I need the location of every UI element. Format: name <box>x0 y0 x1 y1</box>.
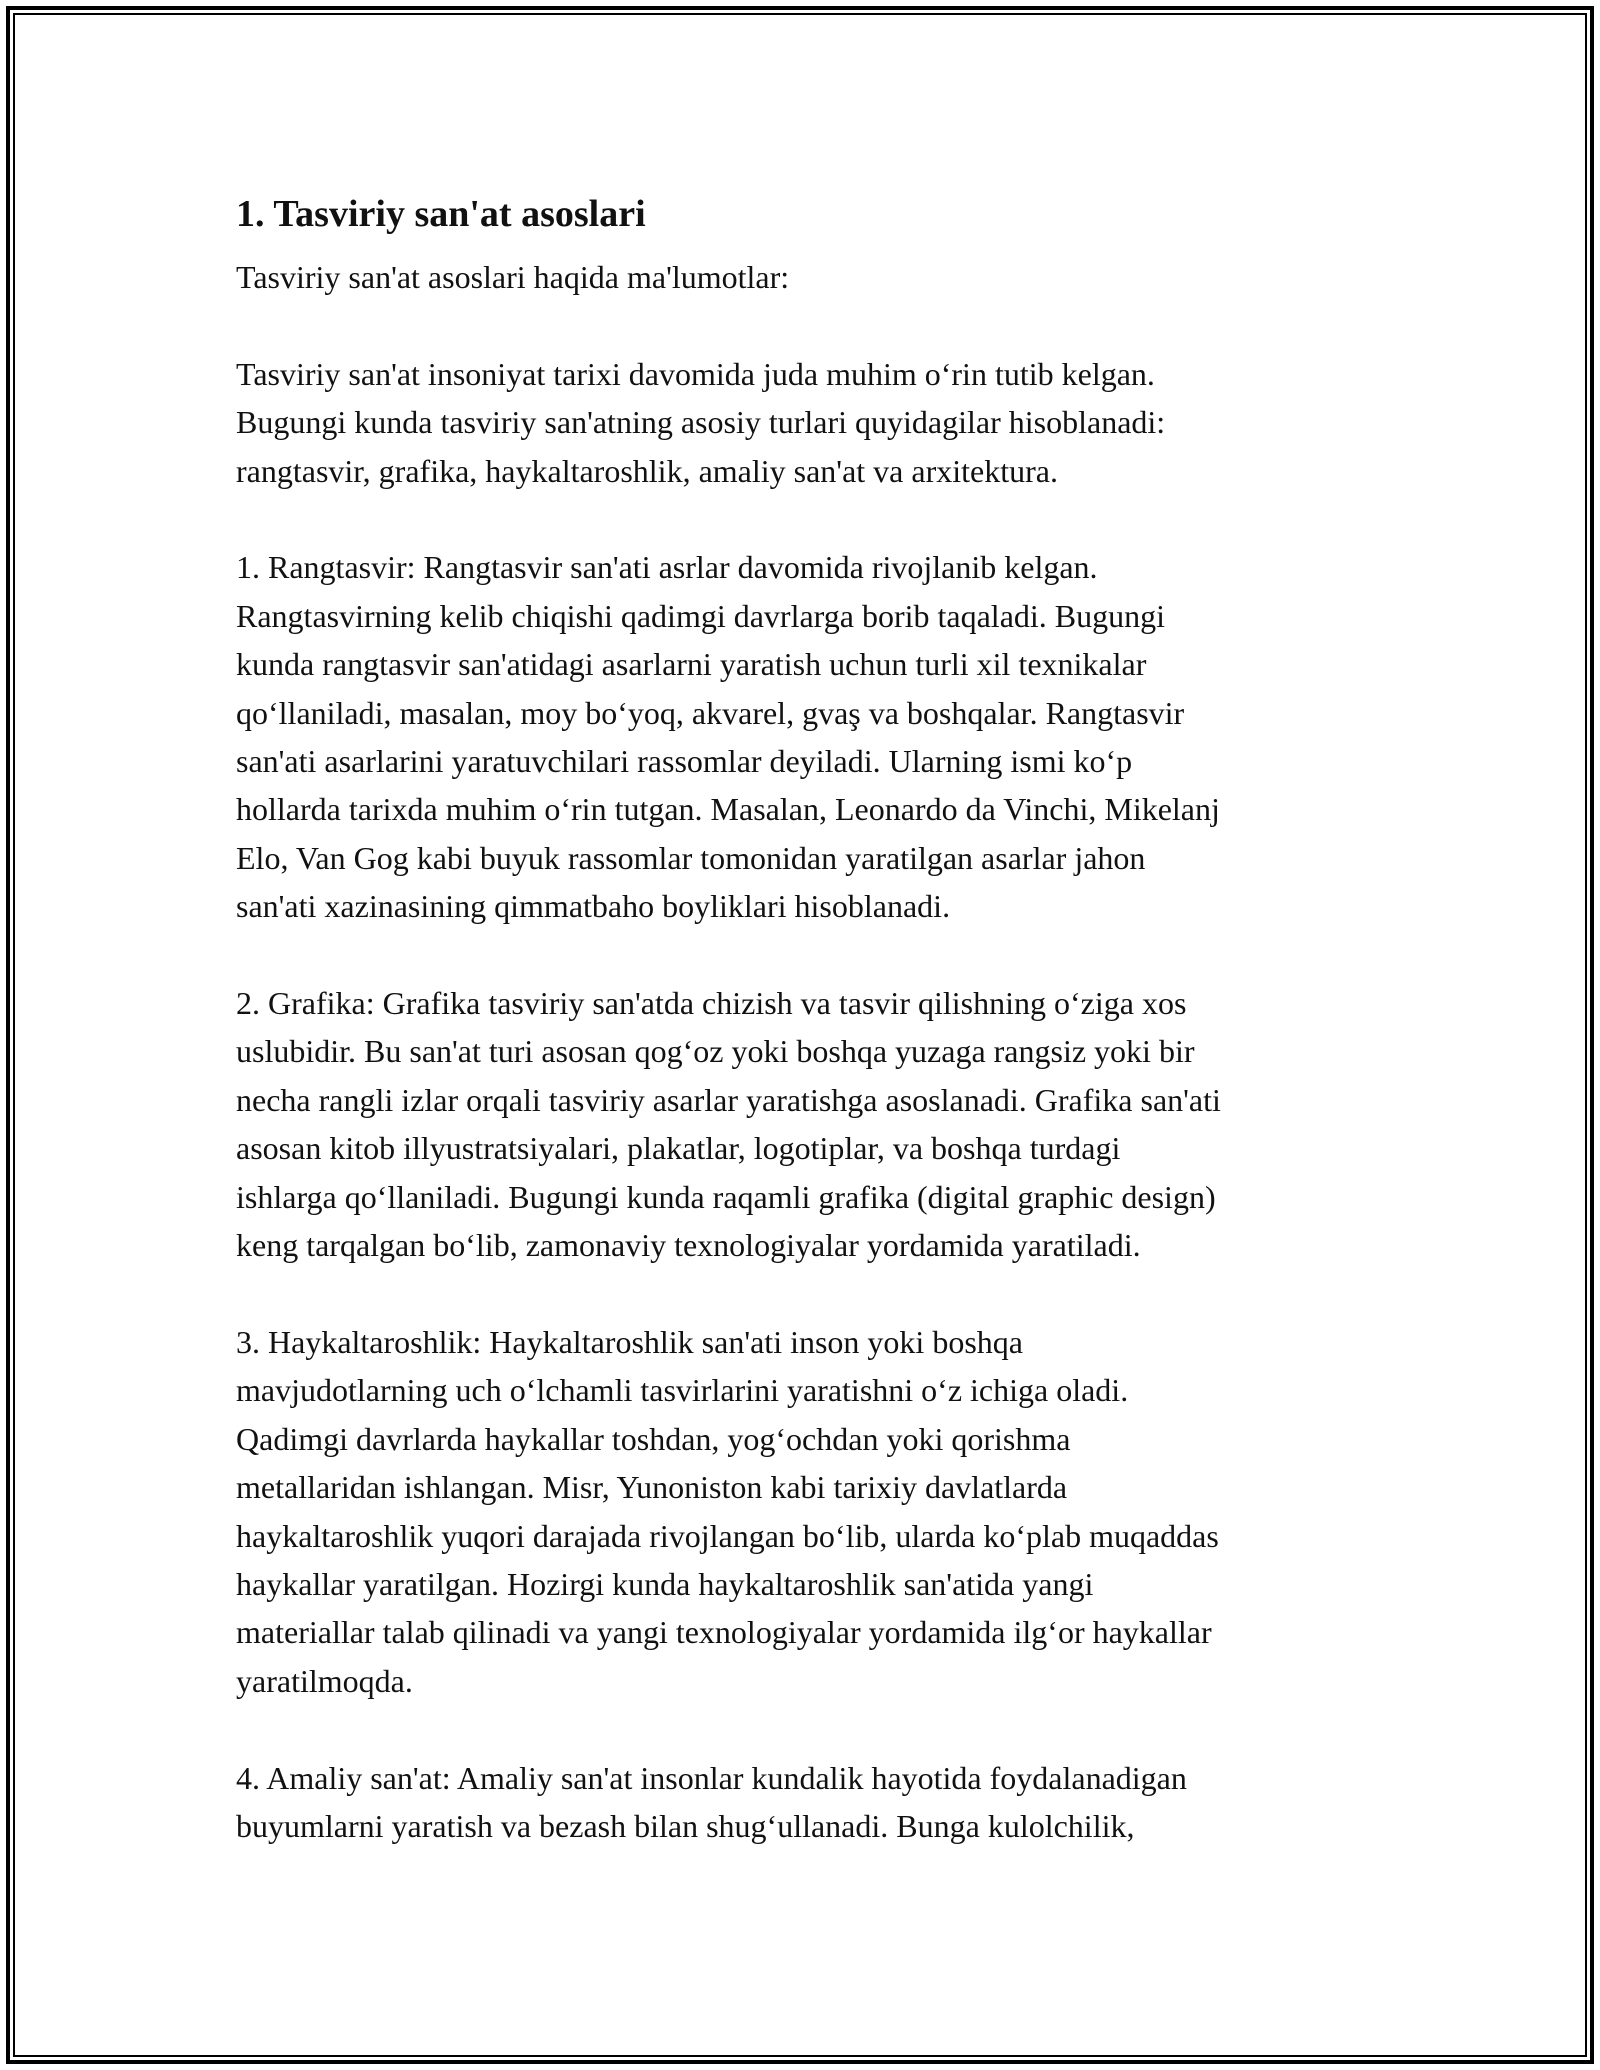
haykaltaroshlik-paragraph: 3. Haykaltaroshlik: Haykaltaroshlik san'ati inson yoki boshqa mavjudotlarning uch oʻlchamli tasvirlarini yaratishni oʻz ichiga oladi. Qadimgi davrlarda haykallar toshdan, yogʻochdan yoki qorishma metallaridan ishlangan. Misr, Yunoniston kabi tarixiy davlatlarda haykaltaroshlik yuqori darajada rivojlangan boʻlib, ularda koʻplab muqaddas haykallar yaratilgan. Hozirgi kunda haykaltaroshlik san'atida yangi materiallar talab qilinadi va yangi texnologiyalar yordamida ilgʻor haykallar yaratilmoqda. <box>236 1323 1219 1699</box>
overview-paragraph: Tasviriy san'at insoniyat tarixi davomida juda muhim oʻrin tutib kelgan. Bugungi kunda tasviriy san'atning asosiy turlari quyidagilar hisoblanadi: rangtasvir, grafika, haykaltaroshlik, amaliy san'at va arxitektura. <box>236 355 1166 489</box>
document-title: 1. Tasviriy san'at asoslari <box>236 193 646 235</box>
rangtasvir-paragraph: 1. Rangtasvir: Rangtasvir san'ati asrlar davomida rivojlanib kelgan. Rangtasvirning kelib chiqishi qadimgi davrlarga borib taqaladi. Bugungi kunda rangtasvir san'atidagi asarlarni yaratish uchun turli xil texnikalar qoʻllaniladi, masalan, moy boʻyoq, akvarel, gvaş va boshqalar. Rangtasvir san'ati asarlarini yaratuvchilari rassomlar deyiladi. Ularning ismi koʻp hollarda tarixda muhim oʻrin tutgan. Masalan, Leonardo da Vinchi, Mikelanj Elo, Van Gog kabi buyuk rassomlar tomonidan yaratilgan asarlar jahon san'ati xazinasining qimmatbaho boyliklari hisoblanadi. <box>236 549 1220 925</box>
intro-paragraph: Tasviriy san'at asoslari haqida ma'lumotlar: <box>236 259 790 295</box>
grafika-paragraph: 2. Grafika: Grafika tasviriy san'atda chizish va tasvir qilishning oʻziga xos uslubidir. Bu san'at turi asosan qogʻoz yoki boshqa yuzaga rangsiz yoki bir necha rangli izlar orqali tasviriy asarlar yaratishga asoslanadi. Grafika san'ati asosan kitob illyustratsiyalari, plakatlar, logotiplar, va boshqa turdagi ishlarga qoʻllaniladi. Bugungi kunda raqamli grafika (digital graphic design) keng tarqalgan boʻlib, zamonaviy texnologiyalar yordamida yaratiladi. <box>236 985 1221 1264</box>
amaliy-sanat-paragraph: 4. Amaliy san'at: Amaliy san'at insonlar kundalik hayotida foydalanadigan buyumlarni yaratish va bezash bilan shugʻullanadi. Bunga kulolchilik, <box>236 1759 1187 1844</box>
document-body <box>236 183 1376 1899</box>
